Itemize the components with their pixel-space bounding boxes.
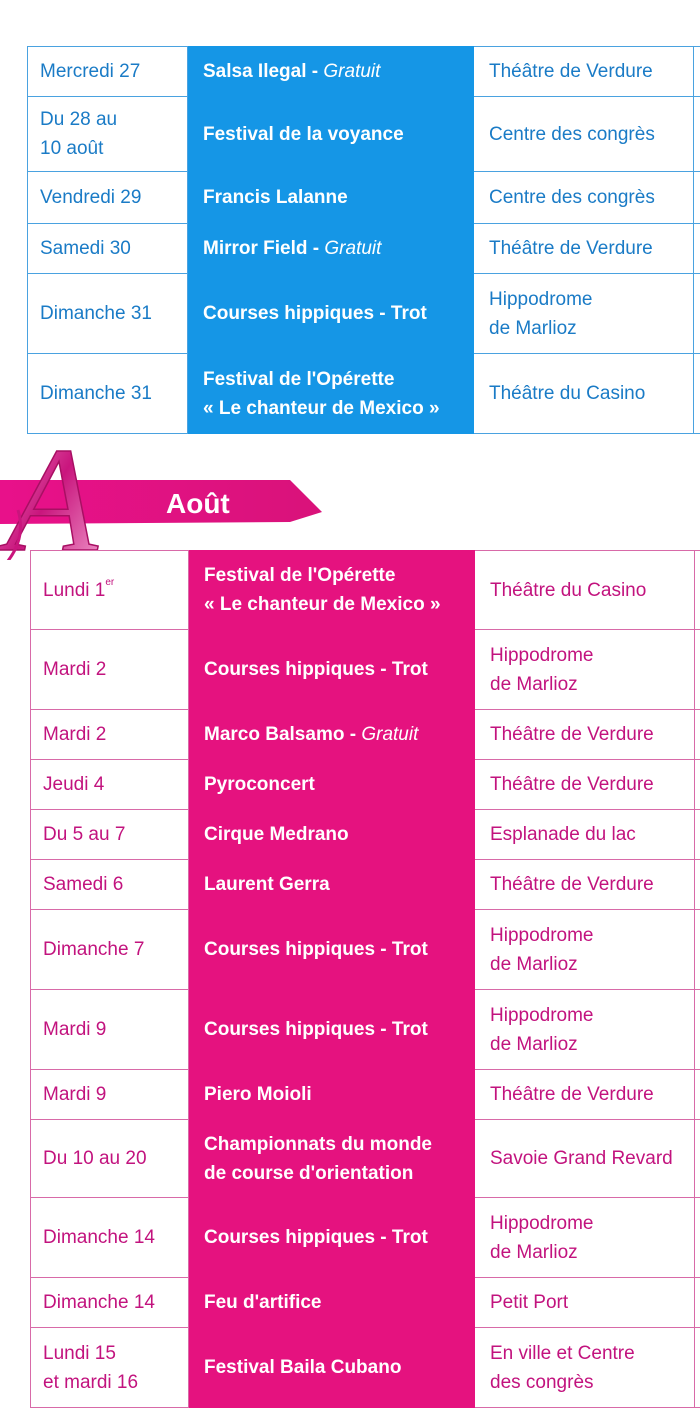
event-text: Salsa Ilegal xyxy=(203,61,307,82)
event-text: de course d'orientation xyxy=(204,1162,414,1184)
extra-cell xyxy=(694,97,700,172)
date-text: Jeudi 4 xyxy=(43,774,105,795)
event-text: Courses hippiques - Trot xyxy=(204,1019,428,1040)
schedule-row xyxy=(31,910,700,990)
date-cell xyxy=(31,1328,189,1408)
venue-text: Théâtre de Verdure xyxy=(490,1084,654,1105)
date-cell xyxy=(28,354,188,434)
venue-text: Hippodrome xyxy=(490,1004,594,1026)
note-separator: - xyxy=(344,724,362,745)
date-text: Samedi 30 xyxy=(40,238,131,259)
date-text: Mercredi 27 xyxy=(40,61,141,82)
venue-text: de Marlioz xyxy=(490,673,578,695)
event-text: Pyroconcert xyxy=(204,774,315,795)
venue-text: Petit Port xyxy=(490,1292,569,1313)
date-cell xyxy=(31,710,189,760)
date-text: Mardi 9 xyxy=(43,1084,107,1105)
venue-text: Théâtre de Verdure xyxy=(490,874,654,895)
venue-cell xyxy=(474,274,694,354)
schedule-row xyxy=(28,274,700,354)
venue-cell xyxy=(475,1328,695,1408)
extra-cell xyxy=(695,630,700,710)
event-text: Championnats du monde xyxy=(204,1133,432,1155)
event-text: Cirque Medrano xyxy=(204,824,349,845)
venue-text: Hippodrome xyxy=(490,1212,594,1234)
venue-text: Théâtre de Verdure xyxy=(490,774,654,795)
decorative-letter-a: A xyxy=(6,430,98,560)
schedule-row xyxy=(31,1198,700,1278)
event-text: Festival Baila Cubano xyxy=(204,1357,402,1378)
venue-cell xyxy=(474,47,694,97)
note-separator: - xyxy=(307,238,325,259)
schedule-row xyxy=(31,1120,700,1198)
venue-cell xyxy=(475,990,695,1070)
venue-cell xyxy=(475,860,695,910)
date-cell xyxy=(28,274,188,354)
schedule-row xyxy=(28,172,700,224)
venue-cell xyxy=(475,630,695,710)
event-text: Festival de l'Opérette xyxy=(204,565,396,586)
event-cell xyxy=(188,97,474,172)
date-text: Du 10 au 20 xyxy=(43,1148,147,1169)
event-cell xyxy=(189,1278,475,1328)
extra-cell xyxy=(695,551,700,630)
venue-text: de Marlioz xyxy=(490,1241,578,1263)
venue-cell xyxy=(474,97,694,172)
date-text: Dimanche 14 xyxy=(43,1227,155,1248)
schedule-row xyxy=(31,990,700,1070)
date-cell xyxy=(31,1120,189,1198)
schedule-row xyxy=(31,710,700,760)
event-text: Festival de l'Opérette xyxy=(203,368,395,390)
schedule-row xyxy=(28,97,700,172)
price-note: Gratuit xyxy=(361,724,419,745)
event-cell xyxy=(189,1120,475,1198)
venue-text: de Marlioz xyxy=(489,317,577,339)
extra-cell xyxy=(694,274,700,354)
extra-cell xyxy=(694,172,700,224)
extra-cell xyxy=(695,710,700,760)
venue-text: Théâtre de Verdure xyxy=(490,724,654,745)
date-ordinal-suffix: er xyxy=(105,577,115,589)
extra-cell xyxy=(695,990,700,1070)
event-text: Marco Balsamo xyxy=(204,724,345,745)
date-text: Dimanche 7 xyxy=(43,939,145,960)
schedule-row xyxy=(31,860,700,910)
schedule-row xyxy=(31,760,700,810)
extra-cell xyxy=(694,224,700,274)
date-cell xyxy=(31,630,189,710)
date-text: Mardi 9 xyxy=(43,1019,107,1040)
event-text: Courses hippiques - Trot xyxy=(204,659,428,680)
venue-cell xyxy=(475,910,695,990)
date-text: Dimanche 14 xyxy=(43,1292,155,1313)
event-text: Francis Lalanne xyxy=(203,187,348,208)
date-text: Lundi 1 xyxy=(43,579,106,601)
date-text: Vendredi 29 xyxy=(40,187,142,208)
venue-text: Théâtre de Verdure xyxy=(489,61,653,82)
venue-text: Savoie Grand Revard xyxy=(490,1148,673,1169)
venue-cell xyxy=(475,1278,695,1328)
event-cell xyxy=(189,1070,475,1120)
venue-text: Théâtre de Verdure xyxy=(489,238,653,259)
event-cell xyxy=(189,1328,475,1408)
event-cell xyxy=(189,810,475,860)
event-text: Festival de la voyance xyxy=(203,123,404,145)
date-cell xyxy=(28,47,188,97)
extra-cell xyxy=(695,860,700,910)
venue-text: de Marlioz xyxy=(490,1033,578,1055)
date-cell xyxy=(28,97,188,172)
price-note: Gratuit xyxy=(324,238,382,259)
venue-cell xyxy=(475,551,695,630)
event-text: Laurent Gerra xyxy=(204,874,330,895)
event-cell xyxy=(189,760,475,810)
event-text: Courses hippiques - Trot xyxy=(203,303,427,324)
venue-cell xyxy=(474,354,694,434)
date-text: Mardi 2 xyxy=(43,659,107,680)
schedule-row xyxy=(31,551,700,630)
date-text: Du 5 au 7 xyxy=(43,824,126,845)
event-text: « Le chanteur de Mexico » xyxy=(203,397,440,419)
date-text: Dimanche 31 xyxy=(40,383,152,404)
event-text: Courses hippiques - Trot xyxy=(204,1227,428,1248)
extra-cell xyxy=(695,810,700,860)
date-text: Mardi 2 xyxy=(43,724,107,745)
event-cell xyxy=(188,354,474,434)
venue-text: Centre des congrès xyxy=(489,123,655,145)
date-text: 10 août xyxy=(40,138,104,159)
date-text: Du 28 au xyxy=(40,109,118,130)
event-text: Piero Moioli xyxy=(204,1084,312,1105)
event-cell xyxy=(189,551,475,630)
venue-cell xyxy=(475,1198,695,1278)
extra-cell xyxy=(695,910,700,990)
extra-cell xyxy=(695,1328,700,1408)
schedule-row xyxy=(31,1328,700,1408)
date-cell xyxy=(28,172,188,224)
extra-cell xyxy=(695,1278,700,1328)
extra-cell xyxy=(695,1198,700,1278)
event-cell xyxy=(189,860,475,910)
event-text: « Le chanteur de Mexico » xyxy=(204,594,441,615)
date-cell xyxy=(31,810,189,860)
schedule-row xyxy=(31,1070,700,1120)
extra-cell xyxy=(695,760,700,810)
event-cell xyxy=(188,172,474,224)
extra-cell xyxy=(694,47,700,97)
venue-text: Centre des congrès xyxy=(489,187,655,208)
date-cell xyxy=(31,551,189,630)
event-text: Courses hippiques - Trot xyxy=(204,939,428,960)
venue-cell xyxy=(475,1120,695,1198)
august-schedule-body xyxy=(31,551,700,1408)
venue-text: Hippodrome xyxy=(490,924,594,946)
event-text: Mirror Field xyxy=(203,238,308,259)
date-cell xyxy=(31,1278,189,1328)
date-cell xyxy=(28,224,188,274)
extra-cell xyxy=(695,1120,700,1198)
event-text: Feu d'artifice xyxy=(204,1292,322,1313)
date-cell xyxy=(31,1198,189,1278)
july-schedule-table xyxy=(27,46,700,434)
event-cell xyxy=(189,710,475,760)
extra-cell xyxy=(695,1070,700,1120)
price-note: Gratuit xyxy=(323,61,381,82)
extra-cell xyxy=(694,354,700,434)
date-cell xyxy=(31,860,189,910)
schedule-row xyxy=(28,47,700,97)
month-title: Août xyxy=(166,488,230,519)
date-cell xyxy=(31,1070,189,1120)
venue-text: Théâtre du Casino xyxy=(490,579,647,601)
venue-cell xyxy=(475,710,695,760)
venue-cell xyxy=(474,172,694,224)
venue-text: Hippodrome xyxy=(489,288,593,310)
schedule-row xyxy=(28,354,700,434)
venue-text: Esplanade du lac xyxy=(490,824,636,845)
event-cell xyxy=(188,274,474,354)
venue-text: Hippodrome xyxy=(490,644,594,666)
venue-cell xyxy=(475,1070,695,1120)
venue-text: En ville et Centre xyxy=(490,1342,635,1364)
event-cell xyxy=(189,910,475,990)
date-cell xyxy=(31,760,189,810)
event-cell xyxy=(189,1198,475,1278)
july-schedule-body xyxy=(28,47,700,434)
event-cell xyxy=(189,630,475,710)
venue-text: de Marlioz xyxy=(490,953,578,975)
event-cell xyxy=(189,990,475,1070)
date-text: et mardi 16 xyxy=(43,1371,139,1393)
schedule-row xyxy=(31,1278,700,1328)
venue-cell xyxy=(474,224,694,274)
august-schedule-table xyxy=(30,550,700,1408)
date-text: Dimanche 31 xyxy=(40,303,152,324)
date-text: Samedi 6 xyxy=(43,874,124,895)
note-separator: - xyxy=(306,61,324,82)
venue-cell xyxy=(475,760,695,810)
date-text: Lundi 15 xyxy=(43,1342,116,1364)
venue-text: des congrès xyxy=(490,1371,594,1393)
schedule-row xyxy=(28,224,700,274)
date-cell xyxy=(31,990,189,1070)
schedule-row xyxy=(31,630,700,710)
event-cell xyxy=(188,224,474,274)
event-cell xyxy=(188,47,474,97)
venue-cell xyxy=(475,810,695,860)
venue-text: Théâtre du Casino xyxy=(489,383,646,404)
schedule-row xyxy=(31,810,700,860)
date-cell xyxy=(31,910,189,990)
